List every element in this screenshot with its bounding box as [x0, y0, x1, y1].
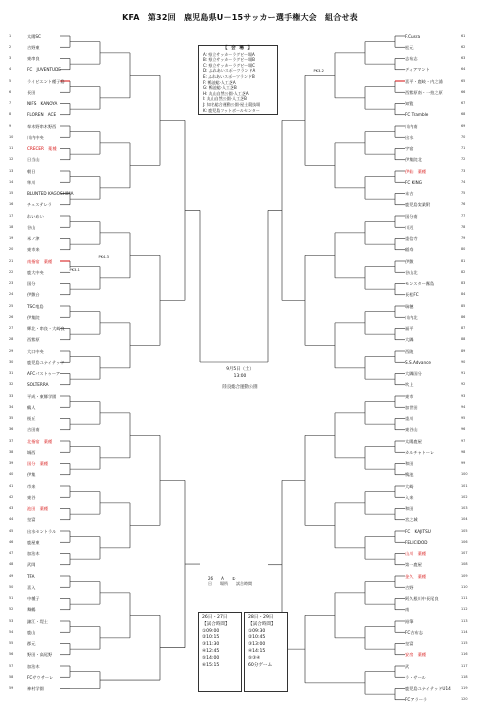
venue-line: C: 県立サッカーラグビー場C — [203, 62, 255, 68]
team-number: 55 — [9, 641, 14, 645]
team-number: 26 — [9, 314, 14, 319]
venue-line: A: 県立サッカーラグビー場A — [203, 51, 255, 57]
team-number: 72 — [461, 157, 466, 162]
team-number: 85 — [461, 303, 466, 308]
team-name: 皇富 — [405, 641, 414, 646]
team-number: 98 — [461, 449, 466, 454]
team-name: ディアマント — [405, 67, 430, 73]
team-number: 76 — [461, 202, 466, 207]
team-number: 10 — [9, 134, 14, 139]
team-number: 35 — [9, 416, 14, 420]
team-number: 74 — [461, 179, 466, 184]
schedule-left-time-5: ⑤14:00 — [202, 655, 220, 661]
pk-note-1: PK3-2 — [313, 69, 324, 73]
team-name: 東串良 — [27, 56, 40, 61]
team-name: 大口中央 — [27, 348, 44, 354]
team-name: 吉野東 — [27, 44, 40, 50]
team-name: FC Tramble — [405, 112, 429, 118]
team-name: 国分南 — [405, 213, 418, 219]
team-name: 知覧 — [405, 101, 414, 106]
team-number: 120 — [461, 697, 468, 702]
schedule-left-sub: 【試合時間】 — [202, 621, 230, 627]
team-number: 36 — [9, 427, 14, 432]
team-name: 武 — [405, 663, 410, 669]
team-number: 83 — [461, 281, 466, 285]
team-number: 118 — [461, 674, 468, 679]
team-name: 錦江・堤土 — [27, 618, 48, 624]
schedule-box-right — [244, 612, 288, 692]
team-number: 5 — [9, 78, 12, 83]
team-name: 太陽鹿屋 — [405, 438, 422, 444]
team-name: 吉田南 — [27, 427, 40, 433]
team-number: 68 — [461, 112, 466, 117]
team-number: 92 — [461, 382, 466, 387]
team-name: 神村学園 — [27, 686, 44, 691]
schedule-left-time-4: ④12:45 — [202, 648, 220, 654]
team-number: 27 — [9, 326, 14, 330]
team-name: 安房 薬種 — [405, 652, 426, 658]
team-number: 54 — [9, 629, 14, 634]
team-name: 吉野 — [405, 584, 414, 590]
team-name: FLOREN ACE — [27, 112, 57, 118]
team-name: FC吉布志 — [405, 629, 423, 635]
team-number: 108 — [461, 562, 468, 567]
team-name: 奉木野串木野西 — [27, 123, 57, 129]
team-name: AFCパストゥーア — [27, 371, 61, 376]
team-number: 87 — [461, 326, 466, 330]
team-name: 武岡 — [27, 562, 36, 568]
venue-line: K: 鹿児島フットボールセンター — [203, 107, 260, 113]
team-name: 郡元 — [27, 641, 36, 646]
team-number: 103 — [461, 506, 468, 510]
team-name: 出水 — [405, 134, 414, 140]
team-number: 22 — [9, 269, 14, 274]
team-name: 輝北・串良・大崎良 — [27, 326, 65, 331]
team-name: モンスター霧島 — [405, 281, 435, 286]
team-number: 115 — [461, 641, 468, 645]
team-name: CRECER 薬種 — [27, 146, 57, 151]
team-name: FELICIDOD — [405, 539, 428, 545]
team-name: 東市 — [405, 393, 414, 399]
team-number: 41 — [9, 483, 14, 488]
team-number: 116 — [461, 652, 468, 657]
team-number: 78 — [461, 224, 466, 229]
team-name: 瑞穂 — [405, 303, 414, 309]
team-name: 稲寿 — [405, 247, 414, 253]
team-name: FC KING — [405, 179, 423, 185]
schedule-right-time-6: 60分ゲーム — [248, 662, 273, 668]
team-name: 谷山 — [27, 224, 36, 230]
team-name: 野田・高尾野 — [27, 652, 53, 658]
team-name: 松元 — [405, 44, 414, 50]
schedule-left-time-1: ①09:00 — [202, 628, 220, 634]
team-number: 102 — [461, 494, 468, 499]
venue-line: F: 鴨池総·人工芝A — [203, 79, 236, 85]
team-number: 101 — [461, 483, 468, 488]
team-name: 北指宿 薬種 — [27, 438, 53, 444]
team-name: 伊敷 — [405, 258, 414, 264]
schedule-box-left — [198, 612, 242, 692]
team-number: 106 — [461, 539, 468, 544]
team-name: 川内北 — [405, 314, 418, 320]
team-name: TSC竜島 — [27, 303, 44, 309]
team-name: 南 — [405, 607, 410, 613]
team-name: 重信寺 — [405, 236, 418, 241]
team-name: カルチャトーレ — [405, 449, 435, 455]
venue-line: B: 県立サッカーラグビー場B — [203, 57, 255, 63]
team-number: 3 — [9, 56, 12, 60]
team-name: 平成・東郷学園 — [27, 393, 57, 399]
team-number: 59 — [9, 686, 14, 690]
team-name: 朝日 — [27, 168, 36, 174]
team-number: 64 — [461, 67, 466, 72]
schedule-right-time-4: ④14:15 — [248, 648, 266, 654]
team-number: 94 — [461, 404, 466, 409]
team-number: 93 — [461, 393, 466, 398]
team-name: 谷山北 — [405, 269, 418, 275]
team-name: 鹿屋東 — [27, 539, 40, 545]
match-legend — [208, 576, 252, 586]
team-number: 8 — [9, 112, 12, 117]
team-name: 池田 薬種 — [27, 506, 48, 511]
team-number: 111 — [461, 596, 468, 600]
team-number: 104 — [461, 517, 468, 522]
team-number: 32 — [9, 382, 14, 387]
team-name: 加世田 — [405, 404, 418, 410]
team-name: 舞鶴 — [27, 607, 36, 613]
team-number: 4 — [9, 67, 12, 72]
team-number: 21 — [9, 258, 14, 263]
team-name: 出水セントラル — [27, 528, 57, 534]
team-name: 南指宿 薬種 — [27, 258, 53, 264]
team-number: 25 — [9, 303, 14, 308]
team-name: 伊集 — [27, 472, 36, 478]
team-name: 宇宿 — [405, 146, 414, 151]
team-number: 67 — [461, 101, 466, 105]
team-name: 城西 — [27, 449, 36, 455]
team-number: 19 — [9, 236, 14, 240]
team-number: 66 — [461, 89, 466, 94]
team-number: 13 — [9, 168, 14, 173]
team-name: 鹿児島ユナイテッドU14 — [405, 686, 451, 691]
team-name: 国分 薬種 — [27, 461, 48, 466]
team-number: 77 — [461, 213, 466, 218]
team-number: 88 — [461, 337, 466, 342]
team-number: 15 — [9, 191, 14, 195]
team-name: F.Cusra — [405, 33, 421, 39]
team-number: 23 — [9, 281, 14, 285]
team-number: 38 — [9, 449, 14, 454]
team-number: 70 — [461, 134, 466, 139]
final-date: 9月5日（土） — [226, 367, 254, 372]
team-number: 91 — [461, 371, 466, 375]
team-number: 99 — [461, 461, 466, 465]
team-number: 52 — [9, 607, 14, 612]
team-number: 84 — [461, 292, 466, 297]
team-number: 80 — [461, 247, 466, 252]
team-name: 伊集院 — [27, 314, 40, 320]
team-name: 川内中央 — [27, 134, 44, 140]
team-number: 79 — [461, 236, 466, 240]
team-number: 112 — [461, 607, 468, 612]
team-number: 7 — [9, 101, 12, 105]
team-name: ラ・サール — [405, 674, 426, 680]
team-number: 107 — [461, 551, 468, 555]
final-venue: 陸良総合運動公園 — [222, 385, 258, 390]
team-name: 伊仙 薬種 — [405, 168, 426, 174]
schedule-left-time-2: ②10:15 — [202, 635, 220, 641]
venue-line: G: 鴨池総·人工芝B — [203, 85, 237, 91]
team-number: 81 — [461, 258, 466, 263]
team-number: 117 — [461, 663, 468, 668]
team-number: 51 — [9, 596, 14, 600]
team-number: 53 — [9, 618, 14, 623]
team-name: 和田 — [405, 506, 414, 511]
team-name: 日当山 — [27, 157, 40, 163]
pk-note-3: PK3-1 — [69, 268, 80, 272]
schedule-right-time-2: ②10:45 — [248, 635, 266, 641]
team-number: 56 — [9, 652, 14, 657]
team-number: 29 — [9, 348, 14, 353]
team-name: 西陵 — [405, 348, 414, 354]
team-number: 42 — [9, 494, 14, 499]
team-number: 97 — [461, 438, 466, 443]
team-number: 24 — [9, 292, 14, 297]
team-name: 加治木 — [27, 663, 40, 669]
team-number: 95 — [461, 416, 466, 420]
team-name: 末吉 — [405, 191, 414, 196]
team-number: 14 — [9, 179, 14, 184]
team-name: 大隅 — [405, 337, 414, 343]
team-number: 114 — [461, 629, 468, 634]
team-number: 58 — [9, 674, 14, 679]
team-name: 鹿山 — [27, 629, 36, 635]
team-number: 119 — [461, 686, 468, 690]
team-name: FC KAJITSU — [405, 528, 431, 534]
team-name: SOLTERRA — [27, 382, 49, 388]
team-name: 鶴人 — [27, 404, 36, 410]
team-number: 105 — [461, 528, 468, 533]
team-number: 90 — [461, 359, 466, 364]
venue-line: D: ふれあいスポーツランドA — [203, 68, 256, 74]
team-name: 和田 — [405, 461, 414, 466]
venue-box — [198, 45, 278, 115]
team-number: 9 — [9, 123, 12, 128]
team-number: 31 — [9, 371, 14, 375]
team-number: 100 — [461, 472, 468, 477]
team-number: 82 — [461, 269, 466, 274]
team-number: 6 — [9, 89, 12, 94]
team-number: 57 — [9, 663, 14, 668]
team-number: 73 — [461, 168, 466, 173]
team-number: 63 — [461, 56, 466, 60]
team-number: 34 — [9, 404, 14, 409]
team-name: 長松FC — [405, 292, 419, 298]
schedule-right-time-3: ③13:00 — [248, 642, 266, 648]
team-name: FCサウサーレ — [27, 674, 54, 680]
team-name: TFA — [27, 573, 35, 579]
team-number: 49 — [9, 573, 14, 578]
venue-header: 【 会 場 】 — [222, 46, 254, 51]
team-name: FCアラーラ — [405, 697, 428, 703]
team-number: 65 — [461, 78, 466, 83]
team-name: 中種子 — [27, 596, 40, 601]
team-number: 43 — [9, 506, 14, 510]
team-name: 鉛筆 — [405, 618, 414, 624]
venue-list — [199, 52, 277, 114]
schedule-left-head: 26日・27日 — [202, 615, 228, 620]
schedule-right-head: 28日・29日 — [248, 615, 274, 620]
team-number: 28 — [9, 337, 14, 342]
team-name: 米ノ津 — [27, 236, 40, 241]
final-info — [200, 366, 280, 391]
team-number: 110 — [461, 584, 468, 589]
team-name: 皇富 — [27, 517, 36, 523]
team-number: 18 — [9, 224, 14, 229]
team-number: 16 — [9, 202, 14, 207]
team-name: 東市来 — [27, 247, 40, 253]
team-number: 40 — [9, 472, 14, 477]
team-number: 1 — [9, 33, 12, 38]
venue-line: J: 知名総合運動公園·屋土競技場 — [203, 101, 261, 107]
team-name: 鹿児島ユナイテッド — [27, 359, 65, 365]
team-name: 鴨池 — [405, 472, 414, 478]
team-number: 69 — [461, 123, 466, 128]
team-name: 西紫原 — [27, 337, 40, 343]
legend-row-1: 26 A ① — [208, 576, 236, 581]
team-name: 鹿児島実業附 — [405, 202, 431, 208]
team-name: 加治木 — [27, 551, 40, 556]
team-name: ライビエント種子島 — [27, 78, 65, 84]
team-name: S.S.Advance — [405, 359, 432, 365]
team-name: 川辺 — [405, 224, 414, 230]
team-number: 45 — [9, 528, 14, 533]
team-name: 入来 — [405, 494, 414, 500]
team-name: 桜丘 — [27, 416, 36, 421]
team-name: 国分 — [27, 281, 36, 286]
page-title: KFA 第32回 鹿児島県U－15サッカー選手権大会 組合せ表 — [122, 13, 358, 22]
team-name: 阿久根川中長尾良 — [405, 596, 439, 601]
team-name: 重川 — [405, 416, 414, 421]
team-number: 113 — [461, 618, 468, 623]
team-number: 61 — [461, 33, 466, 38]
team-number: 12 — [9, 157, 14, 162]
team-number: 2 — [9, 44, 12, 49]
schedule-right-sub: 【試合時間】 — [248, 621, 276, 627]
schedule-right-time-5: ⑤③④ — [248, 655, 261, 661]
team-name: 山川 薬種 — [405, 551, 426, 556]
team-name: 志布志 — [405, 56, 418, 61]
legend-row-2: 日 場所 試合時間 — [208, 581, 252, 586]
venue-line: I: 丸山自然公園·人工芝B — [203, 96, 247, 102]
team-name: 第一鹿屋 — [405, 562, 422, 568]
team-number: 46 — [9, 539, 14, 544]
team-number: 44 — [9, 517, 14, 522]
team-number: 62 — [461, 44, 466, 49]
team-name: れいめい — [27, 213, 44, 219]
final-time: 13:00 — [233, 374, 247, 379]
team-name: 伊敷台 — [27, 292, 40, 298]
team-name: 福平 — [405, 326, 414, 331]
team-name: 喜平・鹿岐・内之浦 — [405, 78, 443, 84]
team-number: 17 — [9, 213, 14, 218]
team-number: 50 — [9, 584, 14, 589]
team-name: NIFS KANOYA — [27, 101, 58, 106]
team-name: 喜入 — [27, 584, 36, 590]
team-name: チェステレラ — [27, 202, 52, 208]
team-number: 71 — [461, 146, 466, 150]
team-number: 86 — [461, 314, 466, 319]
team-name: 長田 — [27, 89, 36, 95]
team-number: 37 — [9, 438, 14, 443]
team-number: 96 — [461, 427, 466, 432]
team-number: 89 — [461, 348, 466, 353]
team-name: 太陽SC — [27, 33, 41, 39]
team-name: 東谷 — [27, 494, 36, 500]
team-name: 大崎 — [405, 483, 414, 489]
team-number: 20 — [9, 247, 14, 252]
schedule-left-time-3: ③11:30 — [202, 642, 220, 648]
team-name: BLUNTED KAGOSHIMA — [27, 191, 74, 196]
venue-line: E: ふれあいスポーツランドB — [203, 73, 255, 79]
team-name: 大隅国分 — [405, 371, 422, 376]
team-name: FC JUVENTUDE — [27, 67, 61, 73]
team-name: 隼川 — [27, 179, 36, 185]
team-number: 75 — [461, 191, 466, 195]
pk-note-2: PK4-3 — [98, 255, 109, 259]
team-name: 吹上 — [405, 382, 414, 388]
schedule-right-time-1: ①09:30 — [248, 628, 266, 634]
venue-line: H: 丸山自然公園·人工芝A — [203, 90, 249, 96]
team-name: 西紫原南・一拍之原 — [405, 89, 443, 95]
team-name: 東谷山 — [405, 427, 418, 433]
team-number: 11 — [9, 146, 14, 150]
team-name: 金久 薬種 — [405, 573, 426, 579]
team-name: 市来 — [27, 483, 36, 489]
team-name: 宮之城 — [405, 517, 418, 523]
team-number: 47 — [9, 551, 14, 555]
team-number: 109 — [461, 573, 468, 578]
schedule-left-time-6: ⑥15:15 — [202, 662, 220, 668]
team-number: 39 — [9, 461, 14, 465]
team-name: 鹿大中央 — [27, 269, 44, 275]
team-number: 48 — [9, 562, 14, 567]
team-number: 33 — [9, 393, 14, 398]
team-name: 川内南 — [405, 123, 418, 129]
team-name: 伊集院北 — [405, 157, 422, 163]
team-number: 30 — [9, 359, 14, 364]
